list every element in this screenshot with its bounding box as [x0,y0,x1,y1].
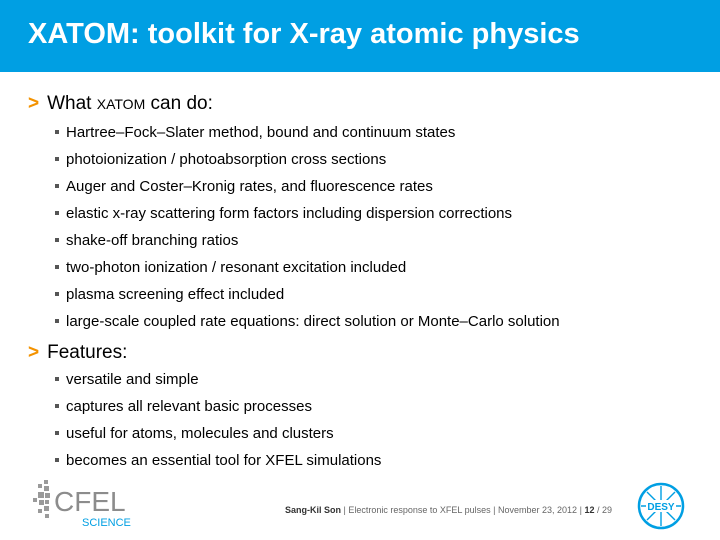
svg-text:SCIENCE: SCIENCE [82,517,131,529]
list-item: Hartree–Fock–Slater method, bound and continuum states [66,124,456,141]
cfel-logo [30,478,140,530]
svg-text:DESY: DESY [647,502,675,513]
section-heading-features [28,342,127,364]
desy-logo [637,482,685,530]
list-item: useful for atoms, molecules and clusters [66,425,334,442]
section-heading-capabilities [28,93,213,115]
list-item: elastic x-ray scattering form factors including dispersion corrections [66,205,513,222]
slide-title: XATOM: toolkit for X-ray atomic physics [28,18,580,50]
heading-text: Features: [47,342,128,363]
heading-smallcaps: XATOM [96,96,146,112]
list-item: Auger and Coster–Kronig rates, and fluorescence rates [66,178,433,195]
list-item: becomes an essential tool for XFEL simulations [66,452,382,469]
footer-separator: | [493,505,496,515]
footer-separator: | [343,505,346,515]
footer-author: Sang-Kil Son [285,505,341,515]
footer-page-number: 12 [584,505,595,515]
list-item: captures all relevant basic processes [66,398,312,415]
list-item: versatile and simple [66,371,199,388]
list-item: photoionization / photoabsorption cross sections [66,151,387,168]
footer-date: November 23, 2012 [498,505,578,515]
list-item: large-scale coupled rate equations: direct solution or Monte–Carlo solution [66,313,560,330]
list-item: two-photon ionization / resonant excitation included [66,259,407,276]
heading-prefix: What [47,93,92,114]
footer-talk-title: Electronic response to XFEL pulses [348,505,491,515]
list-item: shake-off branching ratios [66,232,239,249]
svg-text:CFEL: CFEL [54,486,126,517]
title-bar [0,0,720,72]
heading-suffix: can do: [150,93,213,114]
footer-separator: | [579,505,582,515]
list-item: plasma screening effect included [66,286,285,303]
footer-page-total: / 29 [596,505,612,515]
chevron-right-icon: > [28,93,40,114]
chevron-right-icon: > [28,342,40,363]
footer [285,505,612,515]
